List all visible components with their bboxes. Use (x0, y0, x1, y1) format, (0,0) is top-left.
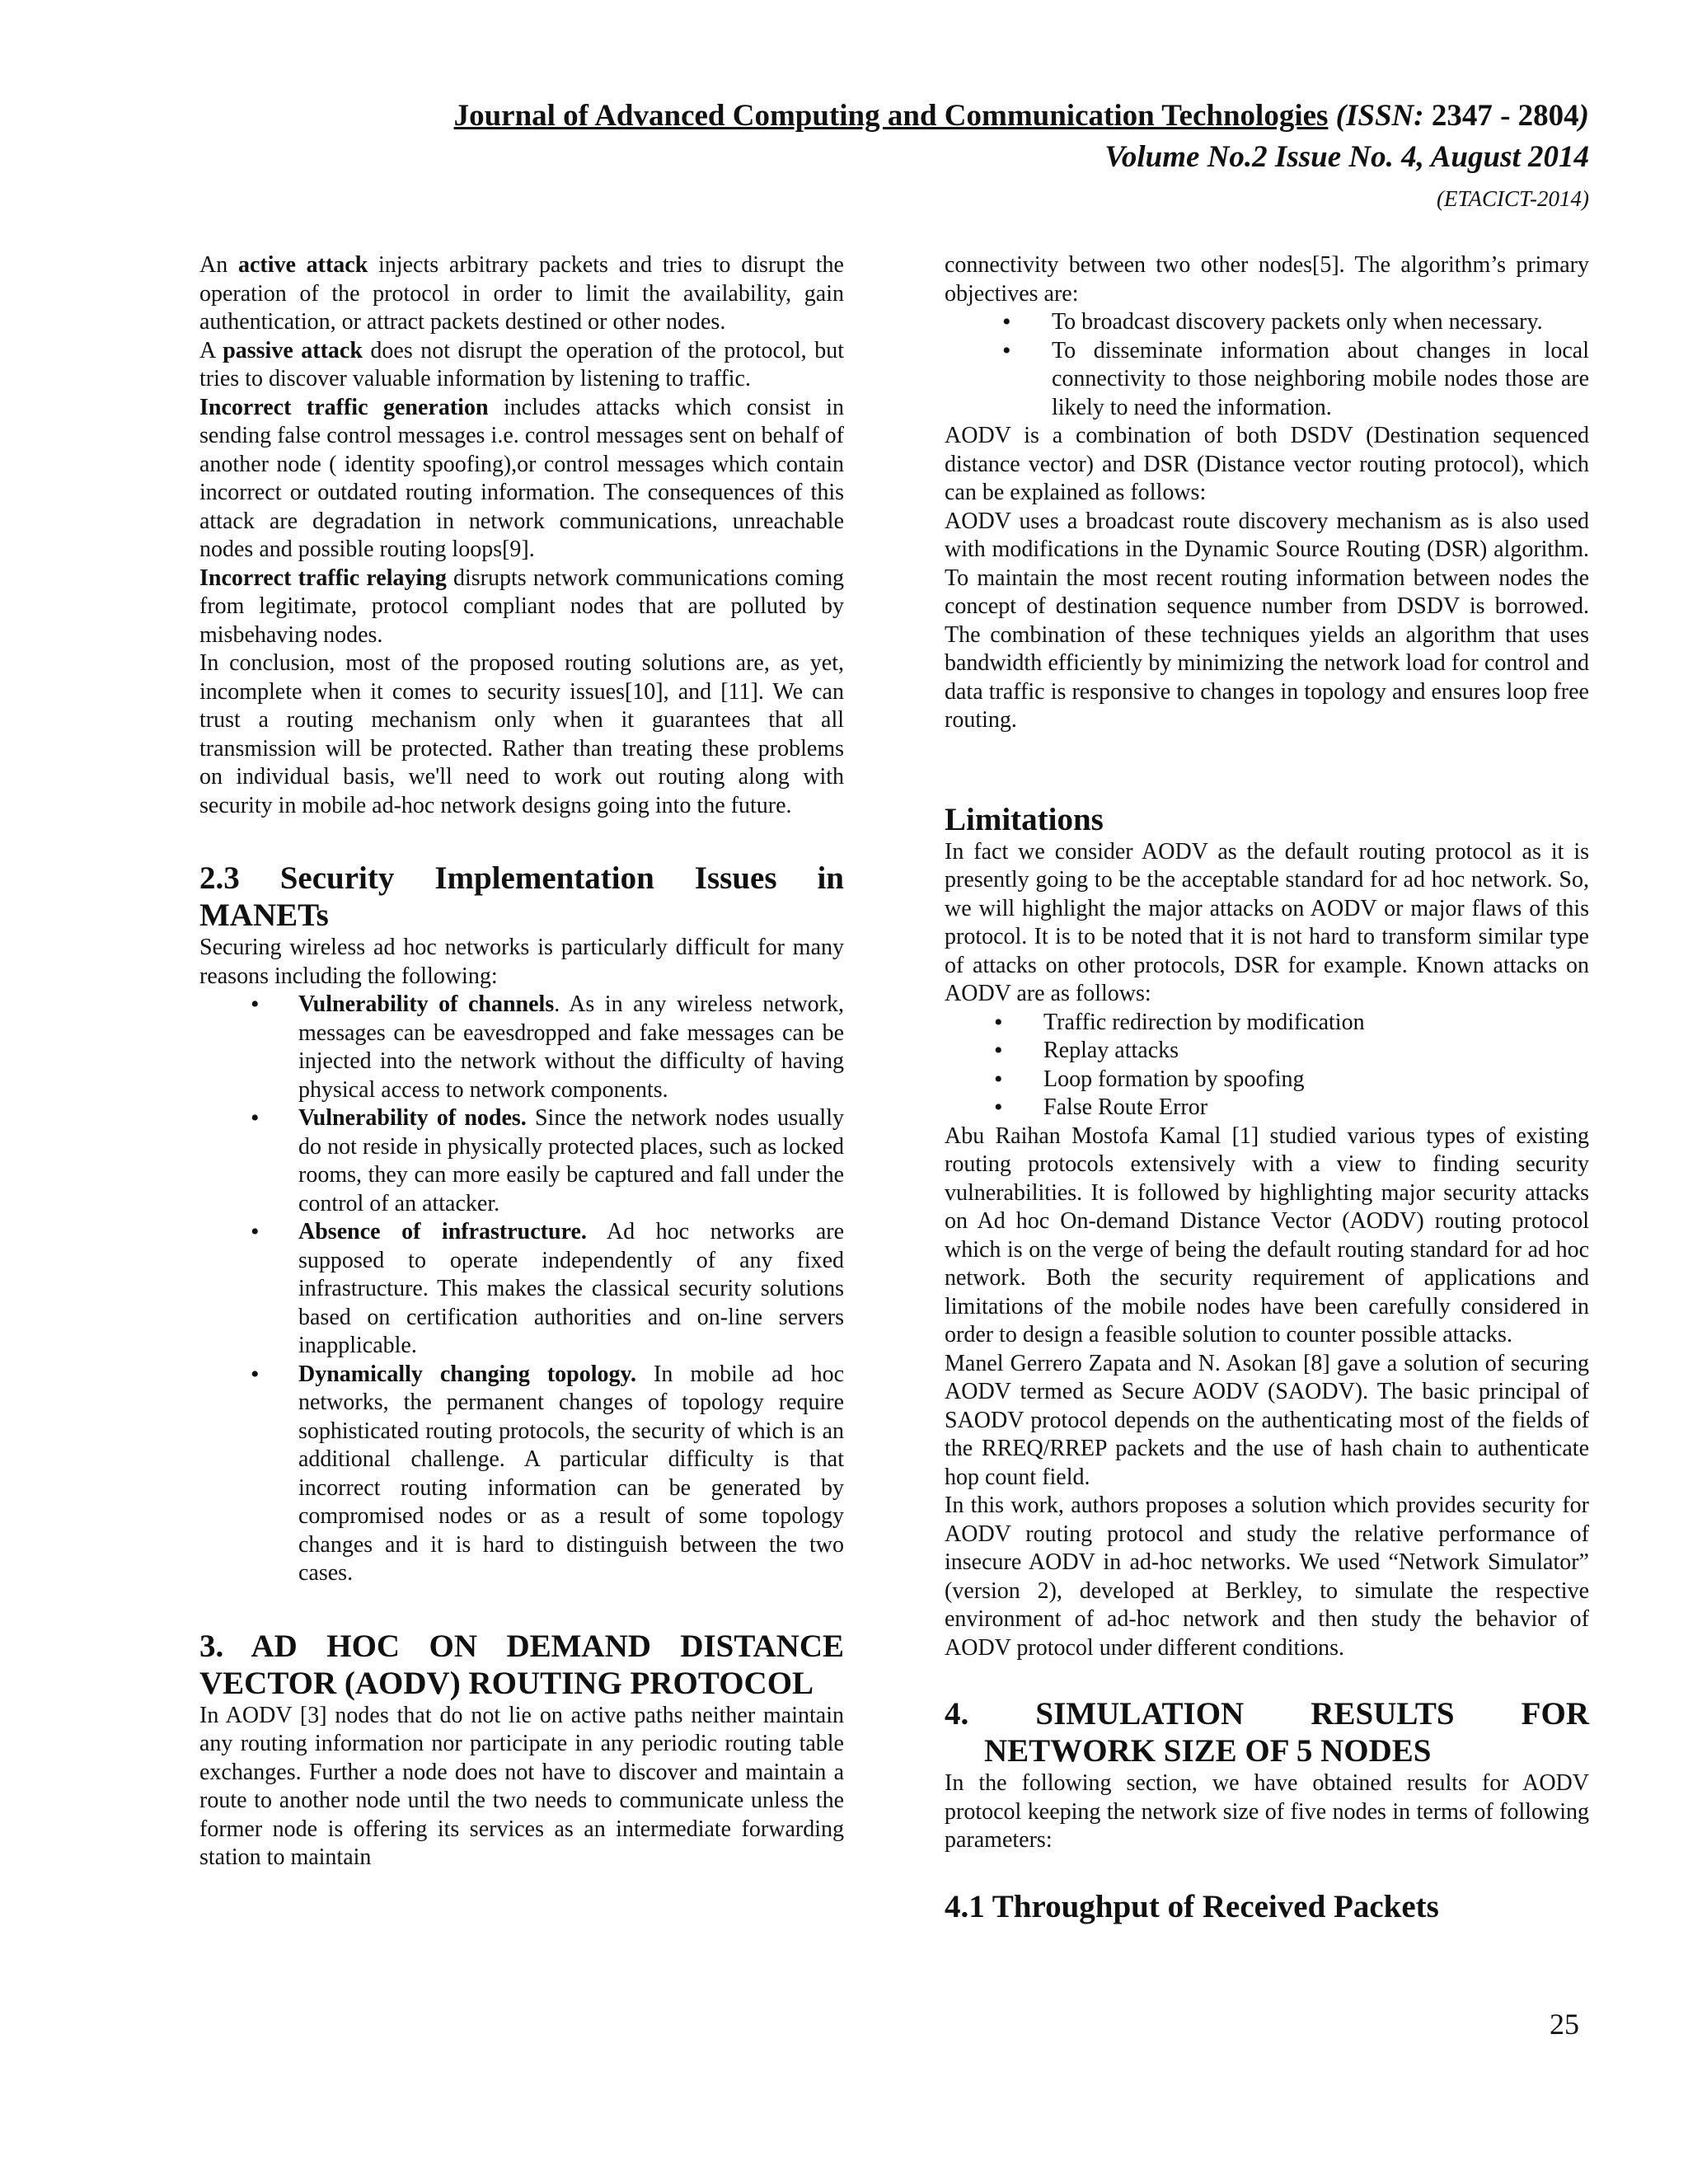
security-issues-list (199, 991, 844, 1588)
volume-issue: Volume No.2 Issue No. 4, August 2014 (1104, 140, 1589, 175)
paragraph-aodv-broadcast: AODV uses a broadcast route discovery mechanism as is also used with modifications in the Dynamic Source Routing (DSR) algorithm. To maintain the most recent routing information between nodes the concept of destination sequence number from DSDV is borrowed. The combination of these techniques yields an algorithm that uses bandwidth efficiently by minimizing the network load for control and data traffic is responsive to changes in topology and ensures loop free routing. (945, 508, 1589, 733)
paragraph-aodv-combination: AODV is a combination of both DSDV (Destination sequenced distance vector) and DSR (Distance vector routing protocol), which can be explained as follows: (945, 423, 1589, 505)
issn-label: (ISSN: (1335, 99, 1424, 133)
paragraph-aodv-intro: In AODV [3] nodes that do not lie on active paths neither maintain any routing information nor participate in any periodic routing table exchanges. Further a node does not have to discover and maintain a route to another node until the two needs to communicate unless the former node is offering its services as an intermediate forwarding station to maintain (199, 1702, 844, 1870)
section-heading-2-3: 2.3 Security Implementation Issues in MANETs (199, 860, 844, 933)
list-item: • To broadcast discovery packets only when necessary. (945, 308, 1589, 337)
paragraph-limitations: In fact we consider AODV as the default routing protocol as it is presently going to be the acceptable standard for ad hoc network. So, we will highlight the major attacks on AODV or major flaws of this protocol. It is to be noted that it is not hard to transform similar type of attacks on other protocols, DSR for example. Known attacks on AODV are as follows: (945, 838, 1589, 1006)
right-column (945, 251, 1589, 1925)
paragraph-securing-intro: Securing wireless ad hoc networks is particularly difficult for many reasons including the following: (199, 935, 844, 989)
journal-header (0, 97, 1589, 213)
journal-title-line (0, 97, 1589, 135)
paragraph-simulation-intro: In the following section, we have obtained results for AODV protocol keeping the network size of five nodes in terms of following parameters: (945, 1770, 1589, 1853)
section-heading-3: 3. AD HOC ON DEMAND DISTANCE VECTOR (AODV) ROUTING PROTOCOL (199, 1628, 844, 1701)
paragraph-connectivity: connectivity between two other nodes[5]. The algorithm’s primary objectives are: (945, 252, 1589, 307)
paragraph-traffic-generation: Incorrect traffic generation includes attacks which consist in sending false control messages i.e. control messages sent on behalf of another node ( identity spoofing),or control messages which contain incorrect or outdated routing information. The consequences of this attack are degradation in network communications, unreachable nodes and possible routing loops[9]. (199, 394, 844, 562)
list-item: • False Route Error (945, 1094, 1589, 1122)
paragraph-active-attack: An active attack injects arbitrary packets and tries to disrupt the operation of the protocol in order to limit the availability, gain authentication, or attract packets destined or other nodes. (199, 252, 844, 335)
list-item: • Dynamically changing topology. In mobile ad hoc networks, the permanent changes of topology require sophisticated routing protocols, the security of which is an additional challenge. A particular difficulty is that incorrect routing information can be generated by compromised nodes or as a result of some topology changes and it is hard to distinguish between the two cases. (199, 1361, 844, 1588)
list-item: • To disseminate information about changes in local connectivity to those neighboring mobile nodes those are likely to need the information. (945, 337, 1589, 423)
objectives-list (945, 308, 1589, 422)
issn-number: 2347 - 2804 (1431, 99, 1579, 133)
left-column (199, 251, 844, 1872)
list-item: • Replay attacks (945, 1037, 1589, 1066)
list-item: • Vulnerability of channels. As in any wireless network, messages can be eavesdropped and fake messages can be injected into the network without the difficulty of having physical access to network components. (199, 991, 844, 1104)
paragraph-saodv: Manel Gerrero Zapata and N. Asokan [8] gave a solution of securing AODV termed as Secure AODV (SAODV). The basic principal of SAODV protocol depends on the authenticating most of the fields of the RREQ/RREP packets and the use of hash chain to authenticate hop count field. (945, 1350, 1589, 1490)
attacks-list (945, 1009, 1589, 1122)
section-heading-4-1: 4.1 Throughput of Received Packets (945, 1888, 1439, 1924)
issn-close: ) (1578, 99, 1589, 133)
journal-name: Journal of Advanced Computing and Communication Technologies (453, 99, 1329, 133)
page-number: 25 (1550, 2008, 1579, 2041)
section-heading-limitations: Limitations (945, 801, 1104, 837)
paragraph-kamal: Abu Raihan Mostofa Kamal [1] studied various types of existing routing protocols extensively with a view to finding security vulnerabilities. It is followed by highlighting major security attacks on Ad hoc On-demand Distance Vector (AODV) routing protocol which is on the verge of being the default routing standard for ad hoc network. Both the security requirement of applications and limitations of the mobile nodes have been carefully considered in order to design a feasible solution to counter possible attacks. (945, 1122, 1589, 1347)
paragraph-this-work: In this work, authors proposes a solution which provides security for AODV routing protocol and study the relative performance of insecure AODV in ad-hoc networks. We used “Network Simulator” (version 2), developed at Berkley, to simulate the respective environment of ad-hoc network and then study the behavior of AODV protocol under different conditions. (945, 1493, 1589, 1661)
list-item: • Absence of infrastructure. Ad hoc networks are supposed to operate independently of any fixed infrastructure. This makes the classical security solutions based on certification authorities and on-line servers inapplicable. (199, 1218, 844, 1361)
list-item: • Loop formation by spoofing (945, 1066, 1589, 1094)
list-item: • Vulnerability of nodes. Since the network nodes usually do not reside in physically protected places, such as locked rooms, they can more easily be captured and fall under the control of an attacker. (199, 1104, 844, 1218)
section-heading-4: 4. SIMULATION RESULTS FOR NETWORK SIZE OF 5 NODES (945, 1696, 1589, 1769)
paragraph-passive-attack: A passive attack does not disrupt the operation of the protocol, but tries to discover valuable information by listening to traffic. (199, 337, 844, 391)
conference-tag: (ETACICT-2014) (1437, 185, 1589, 211)
paragraph-traffic-relaying: Incorrect traffic relaying disrupts network communications coming from legitimate, protocol compliant nodes that are polluted by misbehaving nodes. (199, 565, 844, 648)
list-item: • Traffic redirection by modification (945, 1009, 1589, 1038)
paragraph-conclusion: In conclusion, most of the proposed routing solutions are, as yet, incomplete when it comes to security issues[10], and [11]. We can trust a routing mechanism only when it guarantees that all transmission will be protected. Rather than treating these problems on individual basis, we'll need to work out routing along with security in mobile ad-hoc network designs going into the future. (199, 650, 844, 818)
